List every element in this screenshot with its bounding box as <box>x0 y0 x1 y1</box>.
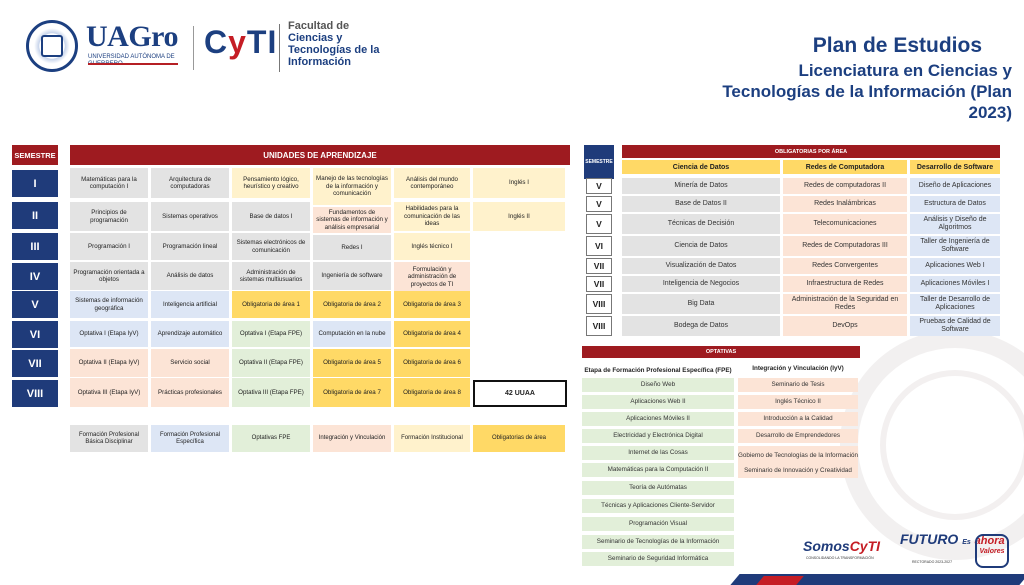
somos-subtitle: CONSOLIDANDO LA TRANSFORMACIÓN <box>806 556 874 560</box>
legend-item: Integración y Vinculación <box>313 425 391 452</box>
obligatorias-semester: V <box>586 214 612 234</box>
course-cell: Inglés técnico I <box>394 233 470 260</box>
obligatorias-semester: VII <box>586 258 612 274</box>
course-cell: Sistemas de información geográfica <box>70 291 148 318</box>
course-cell: Obligatoria de área 5 <box>313 349 391 377</box>
semester-label: III <box>12 233 58 260</box>
optativa-fpe: Seminario de Seguridad Informática <box>582 552 734 566</box>
course-cell: Obligatoria de área 4 <box>394 321 470 347</box>
optativa-iyv: Inglés Técnico II <box>738 395 858 409</box>
course-cell: Optativa III (Etapa IyV) <box>70 378 148 407</box>
optativas-column-header: Etapa de Formación Profesional Específica (FPE) <box>580 362 736 378</box>
obligatoria-cell: Base de Datos II <box>622 196 780 212</box>
obligatorias-column-header: Ciencia de Datos <box>622 160 780 174</box>
cyti-logo-ti: TI <box>246 24 278 60</box>
course-cell: Análisis del mundo contemporáneo <box>394 168 470 198</box>
seal-shield-icon <box>41 35 63 57</box>
semestre-header: SEMESTRE <box>12 145 58 165</box>
uagro-subtitle: UNIVERSIDAD AUTÓNOMA DE <box>88 54 175 60</box>
semester-label: VI <box>12 321 58 348</box>
course-cell: Optativa III (Etapa FPE) <box>232 378 310 407</box>
optativa-fpe: Internet de las Cosas <box>582 446 734 460</box>
obligatoria-cell: Aplicaciones Móviles I <box>910 276 1000 292</box>
course-cell: Principios de programación <box>70 202 148 231</box>
obligatorias-header: OBLIGATORIAS POR ÁREA <box>622 145 1000 158</box>
obligatoria-cell: Visualización de Datos <box>622 258 780 274</box>
course-cell: Obligatoria de área 7 <box>313 378 391 407</box>
unidades-header: UNIDADES DE APRENDIZAJE <box>70 145 570 165</box>
logo-divider-2 <box>279 24 280 72</box>
course-cell: Computación en la nube <box>313 321 391 347</box>
course-cell: Fundamentos de sistemas de información y análisis empresarial <box>313 207 391 233</box>
semester-label: I <box>12 170 58 197</box>
obligatorias-column-header: Redes de Computadora <box>783 160 907 174</box>
course-cell: Pensamiento lógico, heurístico y creativo <box>232 168 310 198</box>
course-cell: Sistemas operativos <box>151 202 229 231</box>
optativa-iyv: Gobierno de Tecnologías de la Información <box>738 446 858 466</box>
obligatorias-semester: VIII <box>586 294 612 314</box>
semester-label: V <box>12 291 58 318</box>
obligatoria-cell: Taller de Desarrollo de Aplicaciones <box>910 294 1000 314</box>
obligatoria-cell: Ciencia de Datos <box>622 236 780 256</box>
futuro-text: FUTURO <box>900 531 959 547</box>
course-cell: Aprendizaje automático <box>151 321 229 347</box>
optativas-header: OPTATIVAS <box>582 346 860 358</box>
optativa-fpe: Electricidad y Electrónica Digital <box>582 429 734 443</box>
somos-cyti-text: CyTI <box>849 538 881 554</box>
course-cell: Optativa I (Etapa FPE) <box>232 321 310 347</box>
course-cell: Formulación y administración de proyectos de TI <box>394 262 470 292</box>
course-cell: Obligatoria de área 2 <box>313 291 391 318</box>
obligatoria-cell: Redes de computadoras II <box>783 178 907 194</box>
cyti-logo <box>204 24 277 60</box>
obligatorias-semester: V <box>586 178 612 194</box>
course-cell: Obligatoria de área 8 <box>394 378 470 407</box>
course-cell: Ingeniería de software <box>313 262 391 290</box>
semester-label: IV <box>12 263 58 290</box>
semester-label: VII <box>12 350 58 377</box>
obligatoria-cell: Redes Inalámbricas <box>783 196 907 212</box>
legend-item: Optativas FPE <box>232 425 310 452</box>
futuro-subtitle: RECTORADO 2023-2027 <box>912 560 953 564</box>
obligatorias-semester: V <box>586 196 612 212</box>
obligatoria-cell: Técnicas de Decisión <box>622 214 780 234</box>
course-cell: Programación orientada a objetos <box>70 262 148 290</box>
cyti-logo-c: C <box>204 24 229 60</box>
course-cell: Optativa II (Etapa IyV) <box>70 349 148 377</box>
optativas-column-header: Integración y Vinculación (IyV) <box>738 360 858 376</box>
obligatorias-column-header: Desarrollo de Software <box>910 160 1000 174</box>
obligatoria-cell: Administración de la Seguridad en Redes <box>783 294 907 314</box>
obligatoria-cell: Aplicaciones Web I <box>910 258 1000 274</box>
uagro-seal-logo <box>26 20 78 72</box>
course-cell: Redes I <box>313 235 391 260</box>
legend-item: Formación Institucional <box>394 425 470 452</box>
course-cell: Habilidades para la comunicación de las ideas <box>394 202 470 231</box>
optativa-fpe: Aplicaciones Móviles II <box>582 412 734 426</box>
optativa-fpe: Programación Visual <box>582 517 734 531</box>
course-cell: Base de datos I <box>232 202 310 231</box>
obligatorias-semester: VII <box>586 276 612 292</box>
semester-label: II <box>12 202 58 229</box>
obligatoria-cell: Taller de Ingeniería de Software <box>910 236 1000 256</box>
course-cell: Programación lineal <box>151 233 229 260</box>
cyti-logo-y: y <box>228 24 247 60</box>
course-cell: Prácticas profesionales <box>151 378 229 407</box>
course-cell: Análisis de datos <box>151 262 229 290</box>
somos-cyti-logo <box>803 538 880 554</box>
page-title: Plan de Estudios <box>812 34 982 57</box>
obligatoria-cell: Telecomunicaciones <box>783 214 907 234</box>
optativa-fpe: Matemáticas para la Computación II <box>582 463 734 477</box>
total-uuaa: 42 UUAA <box>473 380 567 407</box>
optativa-fpe: Seminario de Tecnologías de la Información <box>582 535 734 549</box>
obligatoria-cell: Redes de Computadoras III <box>783 236 907 256</box>
course-cell: Obligatoria de área 1 <box>232 291 310 318</box>
obligatoria-cell: Inteligencia de Negocios <box>622 276 780 292</box>
obligatoria-cell: Análisis y Diseño de Algoritmos <box>910 214 1000 234</box>
obligatorias-semester: VIII <box>586 316 612 336</box>
course-cell: Obligatoria de área 3 <box>394 291 470 318</box>
obligatorias-semestre-header: SEMESTRE <box>584 145 614 179</box>
logo-divider <box>193 26 194 70</box>
semester-label: VIII <box>12 380 58 407</box>
course-cell: Optativa I (Etapa IyV) <box>70 321 148 347</box>
optativa-iyv: Seminario de Tesis <box>738 378 858 392</box>
obligatoria-cell: Minería de Datos <box>622 178 780 194</box>
course-cell: Matemáticas para la computación I <box>70 168 148 198</box>
optativa-iyv: Seminario de Innovación y Creatividad <box>738 464 858 478</box>
futuro-ahora: ahora <box>974 535 1005 547</box>
course-cell: Manejo de las tecnologías de la información y comunicación <box>313 168 391 205</box>
course-cell: Inteligencia artificial <box>151 291 229 318</box>
footer-stripe-accent <box>756 576 804 585</box>
uagro-underline <box>88 63 178 65</box>
valores-logo: Valores <box>975 534 1009 568</box>
optativa-fpe: Teoría de Autómatas <box>582 481 734 495</box>
obligatorias-semester: VI <box>586 236 612 256</box>
legend-item: Formación Profesional Específica <box>151 425 229 452</box>
course-cell: Servicio social <box>151 349 229 377</box>
obligatoria-cell: Redes Convergentes <box>783 258 907 274</box>
legend-item: Obligatorias de área <box>473 425 565 452</box>
obligatoria-cell: Big Data <box>622 294 780 314</box>
course-cell: Inglés II <box>473 202 565 231</box>
somos-text: Somos <box>803 538 850 554</box>
course-cell: Sistemas electrónicos de comunicación <box>232 233 310 260</box>
course-cell: Obligatoria de área 6 <box>394 349 470 377</box>
course-cell: Optativa II (Etapa FPE) <box>232 349 310 377</box>
optativa-iyv: Desarrollo de Emprendedores <box>738 429 858 443</box>
obligatoria-cell: Bodega de Datos <box>622 316 780 336</box>
course-cell: Programación I <box>70 233 148 260</box>
obligatoria-cell: Infraestructura de Redes <box>783 276 907 292</box>
uagro-logo-text: UAGro <box>86 20 178 53</box>
page-subtitle: Licenciatura en Ciencias y Tecnologías de la Información (Plan 2023) <box>722 61 1012 122</box>
optativa-iyv: Introducción a la Calidad <box>738 412 858 426</box>
obligatoria-cell: Diseño de Aplicaciones <box>910 178 1000 194</box>
facultad-label <box>288 20 408 68</box>
optativa-fpe: Técnicas y Aplicaciones Cliente-Servidor <box>582 499 734 513</box>
obligatoria-cell: DevOps <box>783 316 907 336</box>
optativa-fpe: Diseño Web <box>582 378 734 392</box>
course-cell: Arquitectura de computadoras <box>151 168 229 198</box>
futuro-es: Es <box>962 539 971 546</box>
optativa-fpe: Aplicaciones Web II <box>582 395 734 409</box>
obligatoria-cell: Estructura de Datos <box>910 196 1000 212</box>
course-cell: Administración de sistemas multiusuarios <box>232 262 310 290</box>
facultad-name: Ciencias y Tecnologías de la Información <box>288 32 380 68</box>
legend-item: Formación Profesional Básica Disciplinar <box>70 425 148 452</box>
watermark-seal-inner <box>880 370 1024 520</box>
course-cell: Inglés I <box>473 168 565 198</box>
facultad-prefix: Facultad de <box>288 20 350 32</box>
obligatoria-cell: Pruebas de Calidad de Software <box>910 316 1000 336</box>
